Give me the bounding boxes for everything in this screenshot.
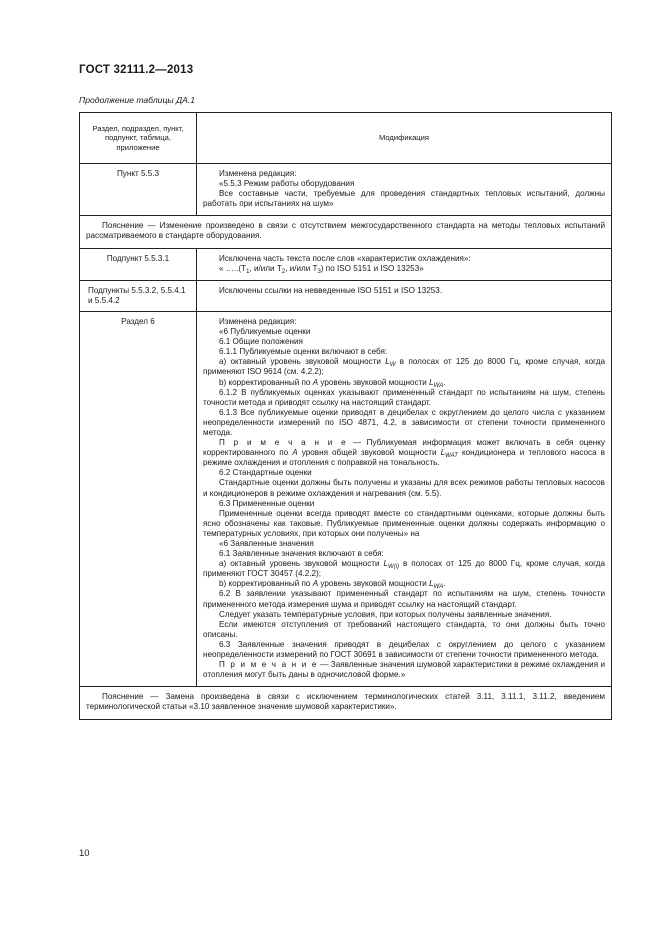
row-label: Пункт 5.5.3 [80,164,197,216]
column-header-modification: Модификация [197,113,612,164]
note-text: Пояснение — Изменение произведено в связи с отсутствием межгосударственного стандарта на методы тепловых испытаний рассматриваемого в стандарте оборудования. [80,216,612,248]
row-modification: Исключены ссылки на невведенные ISO 5151 и ISO 13253. [197,280,612,311]
row-label: Раздел 6 [80,311,197,686]
modification-table [79,112,612,720]
note-row [80,216,612,248]
table-continuation-caption: Продолжение таблицы ДА.1 [79,95,196,105]
row-modification: Изменена редакция: «5.5.3 Режим работы оборудования Все составные части, требуемые для проведения стандартных тепловых испытаний, должны работать при испытаниях на шум» [197,164,612,216]
table-header-row [80,113,612,164]
document-header: ГОСТ 32111.2—2013 [79,64,194,76]
note-row [80,687,612,719]
note-text: Пояснение — Замена произведена в связи с исключением терминологических статей 3.11, 3.11.1, 3.11.2, введением терминологической статьи «3.10 заявленное значение шумовой характеристики». [80,687,612,719]
column-header-section: Раздел, подраздел, пункт, подпункт, таблица, приложение [80,113,197,164]
row-modification: Изменена редакция: «6 Публикуемые оценки 6.1 Общие положения 6.1.1 Публикуемые оценки включают в себя: а) октавный уровень звуковой мощности $L_W$ в полосах от 125 до 8000 Гц, кроме случая, когда применяют ISO 9614 (см. 4.2.2); b) корректированный по А уровень звуковой мощности $L_{WA}$. 6.1.2 В публикуемых оценках указывают примененный стандарт по испытаниям на шум, степень точности метода и приводят ссылку на настоящий стандарт. 6.1.3 Все публикуемые оценки приводят в децибелах с округлением до целого числа с указанием неопределенности измерений по ISO 4871, 4.2, в зависимости от степени точности примененного метода. П р и м е ч а н и е — Публикуемая информация может включать в себя оценку корректированного по А уровня общей звуковой мощности $L_{WAT}$ кондиционера и теплового насоса в режиме охлаждения и отопления с поправкой на тональность. 6.2 Стандартные оценки Стандартные оценки должны быть получены и указаны для всех режимов работы тепловых насосов и кондиционеров в режиме охлаждения и нагревания (см. 5.5). 6.3 Примененные оценки Примененные оценки всегда приводят вместе со стандартными оценками, которые должны быть ясно обозначены как таковые. Публикуемые примененные оценки должны содержать информацию о температурных условиях, при которых они получены» на «6 Заявленные значения 6.1 Заявленные значения включают в себя: а) октавный уровень звуковой мощности $L_{W(i)}$ в полосах от 125 до 8000 Гц, кроме случая, когда применяют ГОСТ 30457 (4.2.2); b) корректированный по А уровень звуковой мощности $L_{WA}$. 6.2 В заявлении указывают примененный стандарт по испытаниям на шум, степень точности примененного метода измерения шума и приводят ссылку на настоящий стандарт. Следует указать температурные условия, при которых получены заявленные значения. Если имеются отступления от требований настоящего стандарта, то они должны быть точно описаны. 6.3 Заявленные значения приводят в децибелах с округлением до целого с указанием неопределенности измерений по ГОСТ 30691 в зависимости от степени точности примененного метода. П р и м е ч а н и е — Заявленные значения шумовой характеристики в режиме охлаждения и отопления могут быть даны в одночисловой форме.» [197,311,612,686]
page-number: 10 [79,848,90,859]
table-row [80,311,612,686]
table-row [80,280,612,311]
table-row [80,164,612,216]
row-modification: Исключена часть текста после слов «характеристик охлаждения»: « $\dots..(T_1$, и/или $T_2$, и/или $T_3$) по ISO 5151 и ISO 13253» [197,248,612,280]
row-label: Подпункт 5.5.3.1 [80,248,197,280]
row-label: Подпункты 5.5.3.2, 5.5.4.1 и 5.5.4.2 [80,280,197,311]
table-row [80,248,612,280]
